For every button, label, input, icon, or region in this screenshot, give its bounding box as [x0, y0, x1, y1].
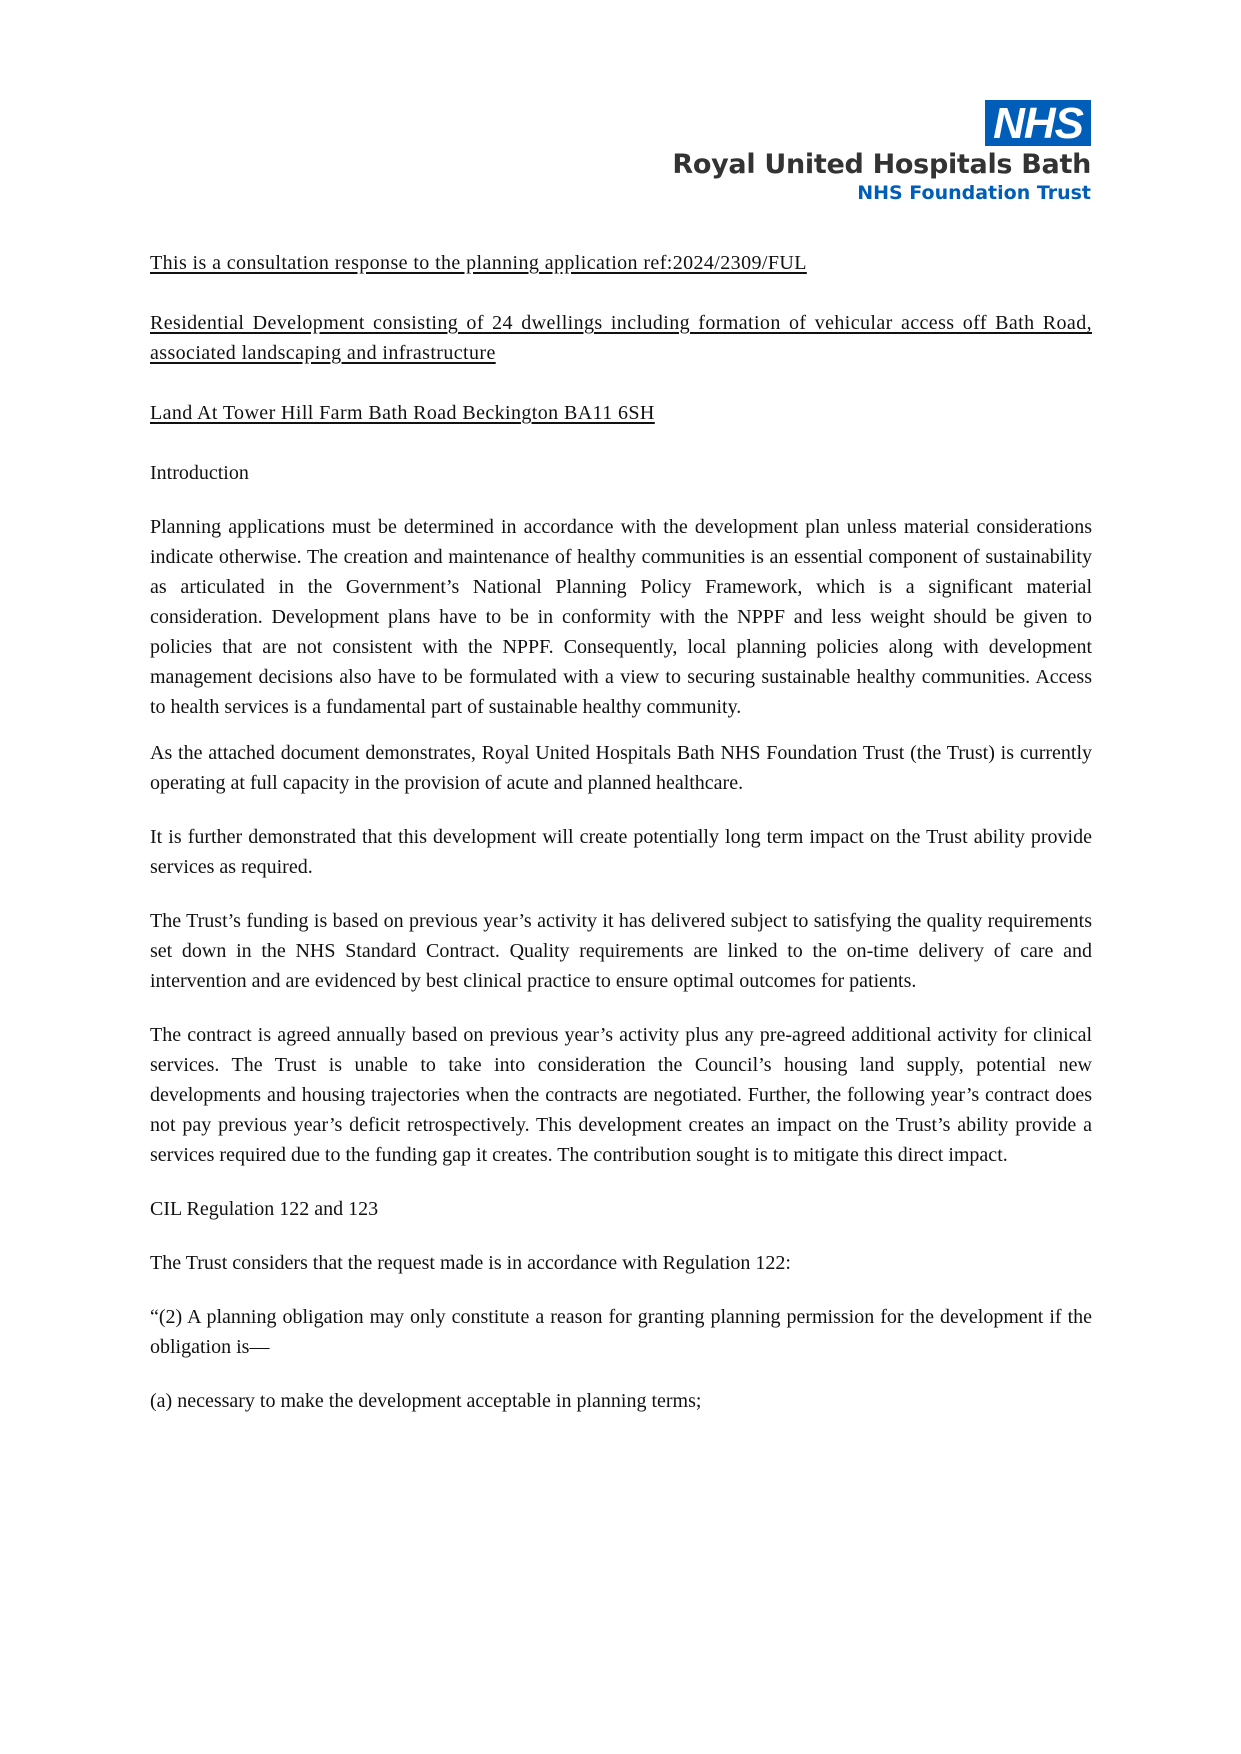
heading-cil-regulation: CIL Regulation 122 and 123 [150, 1198, 379, 1220]
regulation-intro: The Trust considers that the request made is in accordance with Regulation 122: [150, 1252, 791, 1274]
paragraph: As the attached document demonstrates, Royal United Hospitals Bath NHS Foundation Trust (the Trust) is currently operating at full capacity in the provision of acute and planned healthcare. [150, 742, 1092, 794]
paragraph: It is further demonstrated that this development will create potentially long term impact on the Trust ability provide services as required. [150, 826, 1092, 878]
paragraph: Planning applications must be determined in accordance with the development plan unless material considerations indicate otherwise. The creation and maintenance of healthy communities is an essential component of sustainability as articulated in the Government’s National Planning Policy Framework, which is a significant material consideration. Development plans have to be in conformity with the NPPF and less weight should be given to policies that are not consistent with the NPPF. Consequently, local planning policies along with development management decisions also have to be formulated with a view to securing sustainable healthy communities. Access to health services is a fundamental part of sustainable healthy community. [150, 516, 1092, 718]
regulation-quote: “(2) A planning obligation may only constitute a reason for granting planning permission for the development if the obligation is— [150, 1306, 1092, 1358]
application-reference: This is a consultation response to the planning application ref:2024/2309/FUL [150, 252, 807, 274]
paragraph: The contract is agreed annually based on previous year’s activity plus any pre-agreed additional activity for clinical services. The Trust is unable to take into consideration the Council’s housing land supply, potential new developments and housing trajectories when the contracts are negotiated. Further, the following year’s contract does not pay previous year’s deficit retrospectively. This development creates an impact on the Trust’s ability provide a services required due to the funding gap it creates. The contribution sought is to mitigate this direct impact. [150, 1024, 1092, 1166]
organisation-subtitle: NHS Foundation Trust [857, 182, 1091, 204]
document-body [150, 248, 1092, 1416]
paragraph: The Trust’s funding is based on previous year’s activity it has delivered subject to satisfying the quality requirements set down in the NHS Standard Contract. Quality requirements are linked to the on-time delivery of care and intervention and are evidenced by best clinical practice to ensure optimal outcomes for patients. [150, 910, 1092, 992]
site-address: Land At Tower Hill Farm Bath Road Beckington BA11 6SH [150, 402, 655, 424]
organisation-name: Royal United Hospitals Bath [672, 149, 1091, 180]
nhs-trust-logo [672, 100, 1091, 204]
regulation-item-a: (a) necessary to make the development acceptable in planning terms; [150, 1390, 702, 1412]
nhs-logo-mark: NHS [985, 100, 1091, 146]
development-description: Residential Development consisting of 24 dwellings including formation of vehicular access off Bath Road, associated landscaping and infrastructure [150, 312, 1092, 364]
heading-introduction: Introduction [150, 462, 249, 484]
